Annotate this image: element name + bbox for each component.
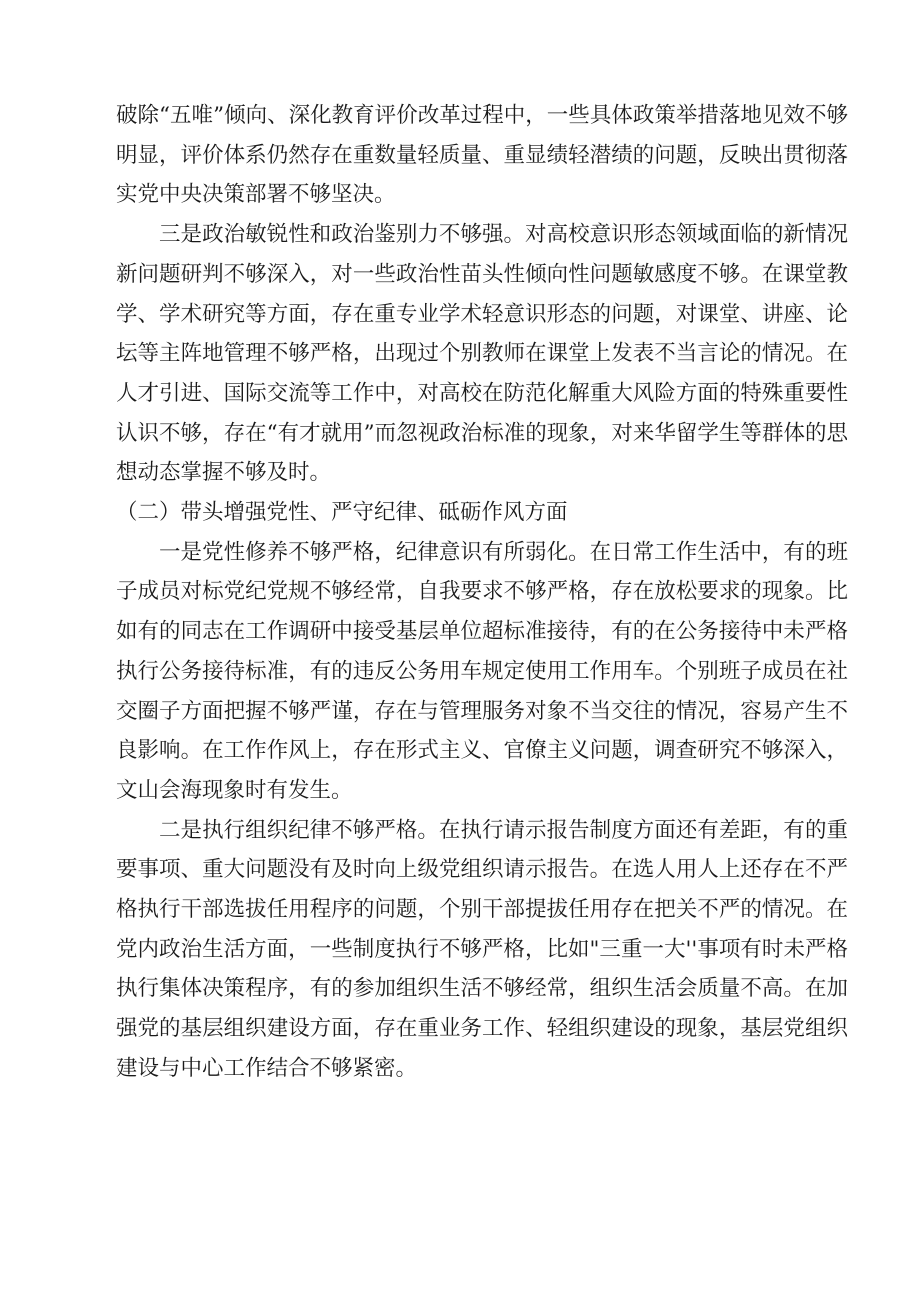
paragraph-party-spirit: 一是党性修养不够严格，纪律意识有所弱化。在日常工作生活中，有的班子成员对标党纪党规不够经常，自我要求不够严格，存在放松要求的现象。比如有的同志在工作调研中接受基层单位超标准接待，有的在公务接待中未严格执行公务接待标准，有的违反公务用车规定使用工作用车。个别班子成员在社交圈子方面把握不够严谨，存在与管理服务对象不当交往的情况，容易产生不良影响。在工作作风上，存在形式主义、官僚主义问题，调查研究不够深入，文山会海现象时有发生。 xyxy=(116,539,848,803)
paragraph-organizational-discipline: 二是执行组织纪律不够严格。在执行请示报告制度方面还有差距，有的重要事项、重大问题没有及时向上级党组织请示报告。在选人用人上还存在不严格执行干部选拔任用程序的问题，个别干部提拔任用存在把关不严的情况。在党内政治生活方面，一些制度执行不够严格，比如"三重一大''事项有时未严格执行集体决策程序，有的参加组织生活不够经常，组织生活会质量不高。在加强党的基层组织建设方面，存在重业务工作、轻组织建设的现象，基层党组织建设与中心工作结合不够紧密。 xyxy=(116,817,848,1081)
continuation-paragraph: 破除“五唯”倾向、深化教育评价改革过程中，一些具体政策举措落地见效不够明显，评价体系仍然存在重数量轻质量、重显绩轻潜绩的问题，反映出贯彻落实党中央决策部署不够坚决。 xyxy=(116,103,848,208)
document-body xyxy=(116,96,848,1089)
paragraph-political-sensitivity: 三是政治敏锐性和政治鉴别力不够强。对高校意识形态领域面临的新情况新问题研判不够深入，对一些政治性苗头性倾向性问题敏感度不够。在课堂教学、学术研究等方面，存在重专业学术轻意识形态的问题，对课堂、讲座、论坛等主阵地管理不够严格，出现过个别教师在课堂上发表不当言论的情况。在人才引进、国际交流等工作中，对高校在防范化解重大风险方面的特殊重要性认识不够，存在“有才就用”而忽视政治标准的现象，对来华留学生等群体的思想动态掌握不够及时。 xyxy=(116,222,848,486)
section-heading: （二）带头增强党性、严守纪律、砥砺作风方面 xyxy=(116,500,568,526)
